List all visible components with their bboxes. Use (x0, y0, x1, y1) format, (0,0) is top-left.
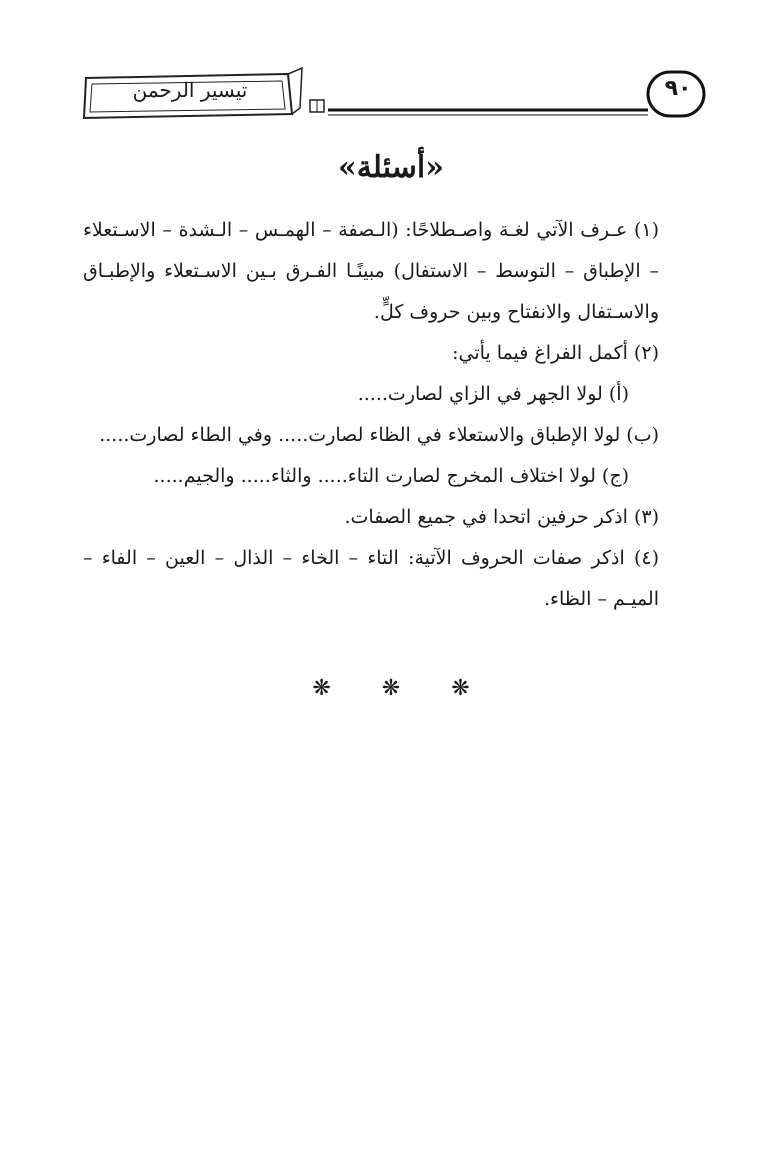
question-2: (٢) أكمل الفراغ فيما يأتي: (452, 342, 659, 364)
star-ornament: ❋ (312, 676, 331, 701)
question-4: (٤) اذكر صفات الحروف الآتية: التاء – الخاء – الذال – العين – الفاء – الميـم – الظاء. (83, 547, 659, 610)
page-header (78, 64, 706, 128)
question-2-c: (ج) لولا اختلاف المخرج لصارت التاء..... والثاء..... والجيم..... (153, 465, 629, 487)
question-2-a: (أ) لولا الجهر في الزاي لصارت..... (357, 383, 629, 405)
section-title: «أسئلة» (337, 150, 445, 185)
section-separator (0, 676, 782, 701)
question-3: (٣) اذكر حرفين اتحدا في جميع الصفات. (344, 506, 659, 528)
questions-body (83, 210, 697, 620)
question-1: (١) عـرف الآتي لغـة واصـطلاحًا: (الـصفة – الهمـس – الـشدة – الاسـتعلاء – الإطباق – التوسط – الاستفال) مبينًـا الفـرق بـين الاسـتعلاء والإطبـاق والاسـتفال والانفتاح وبين حروف كلٍّ. (83, 219, 659, 323)
question-2-b: (ب) لولا الإطباق والاستعلاء في الظاء لصارت..... وفي الطاء لصارت..... (99, 424, 659, 446)
star-ornament: ❋ (381, 676, 401, 701)
book-title: تيسير الرحمن (132, 78, 248, 102)
star-ornament: ❋ (451, 676, 470, 701)
page-number: ٩٠ (664, 76, 692, 101)
